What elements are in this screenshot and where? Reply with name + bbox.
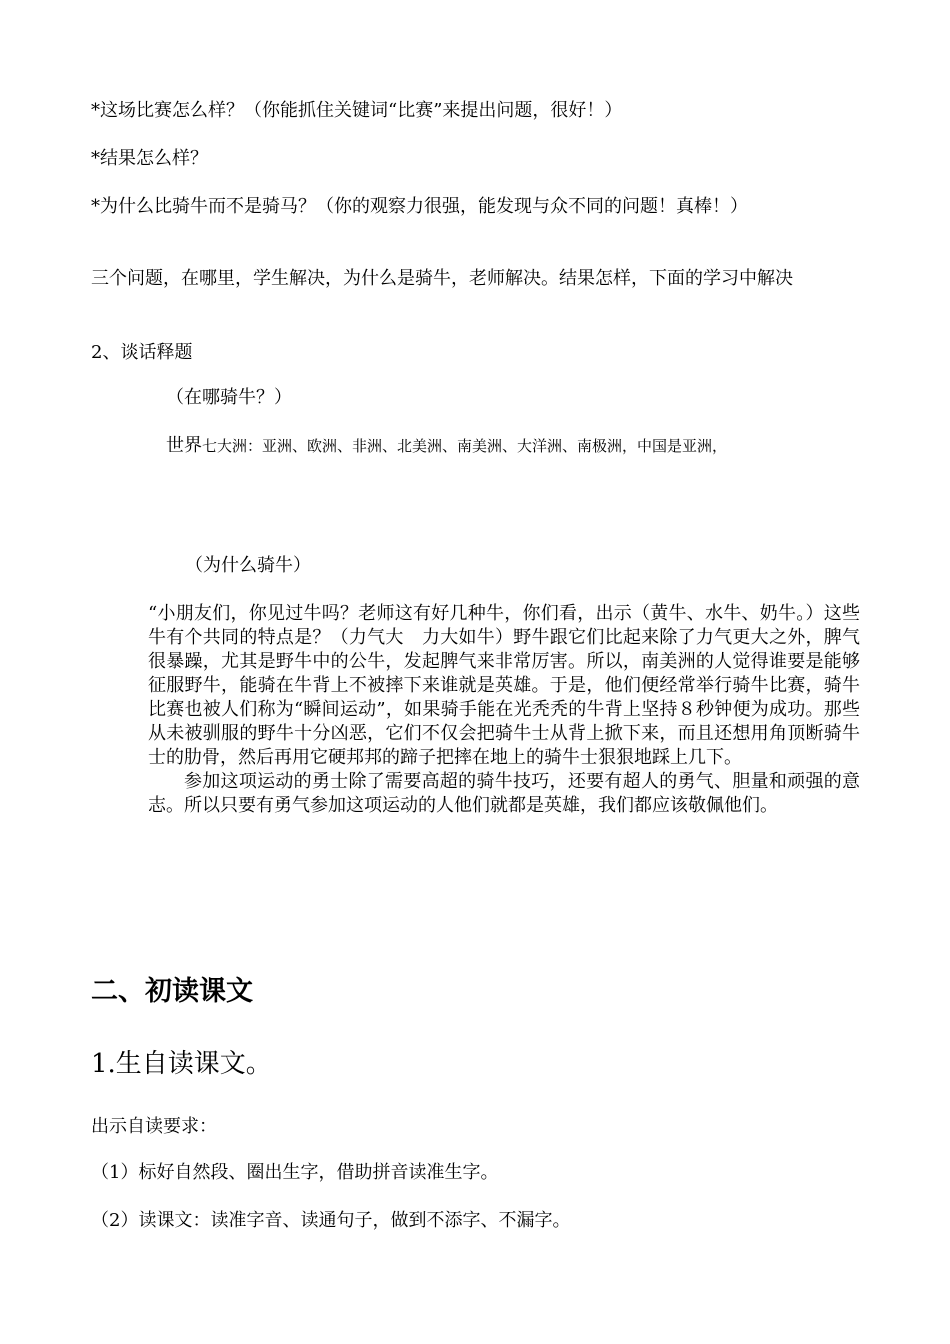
summary-paragraph: 三个问题，在哪里，学生解决，为什么是骑牛，老师解决。结果怎样，下面的学习中解决: [91, 268, 793, 289]
requirements-title: 出示自读要求：: [91, 1116, 217, 1137]
story-block: [148, 602, 860, 818]
world-continents-text: 七大洲：亚洲、欧洲、非洲、北美洲、南美洲、大洋洲、南极洲，中国是亚洲，: [202, 437, 728, 455]
story-paragraph-1: “小朋友们，你见过牛吗？老师这有好几种牛，你们看，出示（黄牛、水牛、奶牛。）这些牛有个共同的特点是？（力气大 力大如牛）野牛跟它们比起来除了力气更大之外，脾气很暴躁，尤其是野牛中的公牛，发起脾气来非常厉害。所以，南美洲的人觉得谁要是能够征服野牛，能骑在牛背上不被摔下来谁就是英雄。于是，他们便经常举行骑牛比赛，骑牛比赛也被人们称为“瞬间运动”，如果骑手能在光秃秃的牛背上坚持８秒钟便为成功。那些从未被驯服的野牛十分凶恶，它们不仅会把骑牛士从背上掀下来，而且还想用角顶断骑牛士的肋骨，然后再用它硬邦邦的蹄子把摔在地上的骑牛士狠狠地踩上几下。: [148, 603, 860, 768]
subheading-self-reading: 1.生自读课文。: [91, 1049, 272, 1079]
section-talk-title: 2、谈话释题: [91, 342, 193, 363]
world-prefix: 世界: [166, 435, 202, 456]
requirement-item-1: （1）标好自然段、圈出生字，借助拼音读准生字。: [91, 1162, 499, 1183]
question-2: *结果怎么样？: [91, 148, 208, 169]
section-heading-first-reading: 二、初读课文: [91, 976, 253, 1007]
where-question: （在哪骑牛？）: [166, 387, 292, 408]
world-continents-line: [166, 433, 727, 459]
why-question: （为什么骑牛）: [185, 555, 311, 576]
question-1: *这场比赛怎么样？（你能抓住关键词“比赛”来提出问题，很好！）: [91, 100, 623, 121]
story-paragraph-2: 参加这项运动的勇士除了需要高超的骑牛技巧，还要有超人的勇气、胆量和顽强的意志。所以只要有勇气参加这项运动的人他们就都是英雄，我们都应该敬佩他们。: [148, 771, 860, 816]
question-3: *为什么比骑牛而不是骑马？（你的观察力很强，能发现与众不同的问题！真棒！）: [91, 196, 748, 217]
requirement-item-2: （2）读课文：读准字音、读通句子，做到不添字、不漏字。: [91, 1210, 571, 1231]
